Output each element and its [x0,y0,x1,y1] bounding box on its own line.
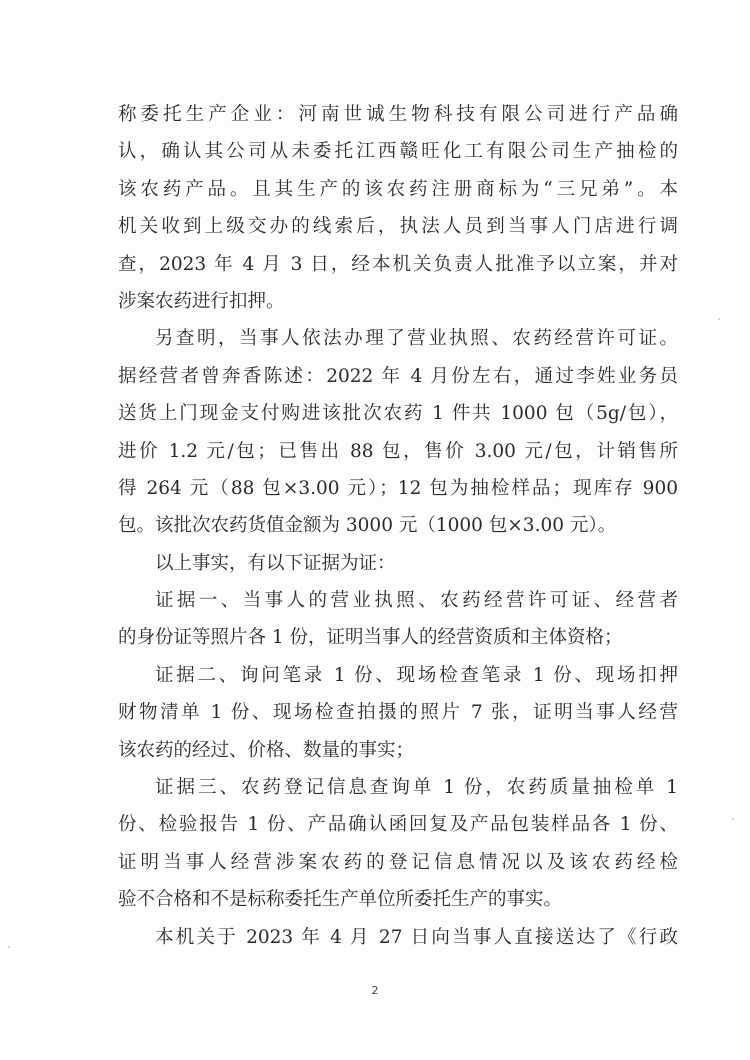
text-line: 认，确认其公司从未委托江西赣旺化工有限公司生产抽检的 [118,141,678,163]
scan-speck [718,318,720,320]
page-number: 2 [371,984,379,997]
scan-speck [8,946,10,948]
text-line: 份、检验报告 1 份、产品确认函回复及产品包装样品各 1 份、 [118,814,678,836]
text-line: 以上事实，有以下证据为证： [155,552,396,574]
text-line: 验不合格和不是标称委托生产单位所委托生产的事实。 [118,889,563,911]
text-line: 机关收到上级交办的线索后，执法人员到当事人门店进行调 [118,216,678,238]
text-line: 该农药的经过、价格、数量的事实； [118,739,415,761]
text-line: 进价 1.2 元/包；已售出 88 包，售价 3.00 元/包，计销售所 [118,440,678,462]
text-line: 涉案农药进行扣押。 [118,290,285,312]
scan-speck [732,818,734,820]
text-line: 查，2023 年 4 月 3 日，经本机关负责人批准予以立案，并对 [118,253,678,275]
text-line: 本机关于 2023 年 4 月 27 日向当事人直接送达了《行政 [155,926,678,948]
text-line: 另查明，当事人依法办理了营业执照、农药经营许可证。 [155,328,678,350]
text-line: 称委托生产企业：河南世诚生物科技有限公司进行产品确 [118,104,678,125]
text-line: 证据一、当事人的营业执照、农药经营许可证、经营者 [155,590,678,612]
text-line: 据经营者曾奔香陈述：2022 年 4 月份左右，通过李姓业务员 [118,365,678,387]
text-line: 得 264 元（88 包×3.00 元）；12 包为抽检样品；现库存 900 [118,477,678,499]
text-line: 财物清单 1 份、现场检查拍摄的照片 7 张，证明当事人经营 [118,702,678,724]
text-line: 证明当事人经营涉案农药的登记信息情况以及该农药经检 [118,851,678,873]
text-line: 该农药产品。且其生产的该农药注册商标为“三兄弟”。本 [118,178,678,200]
text-line: 的身份证等照片各 1 份，证明当事人的经营资质和主体资格； [118,627,623,649]
body-text [118,96,678,956]
text-line: 证据三、农药登记信息查询单 1 份，农药质量抽检单 1 [155,777,678,799]
text-line: 证据二、询问笔录 1 份、现场检查笔录 1 份、现场扣押 [155,664,678,686]
text-line: 包。该批次农药货值金额为 3000 元（1000 包×3.00 元）。 [118,515,617,537]
text-line: 送货上门现金支付购进该批次农药 1 件共 1000 包（5g/包）， [118,403,678,425]
